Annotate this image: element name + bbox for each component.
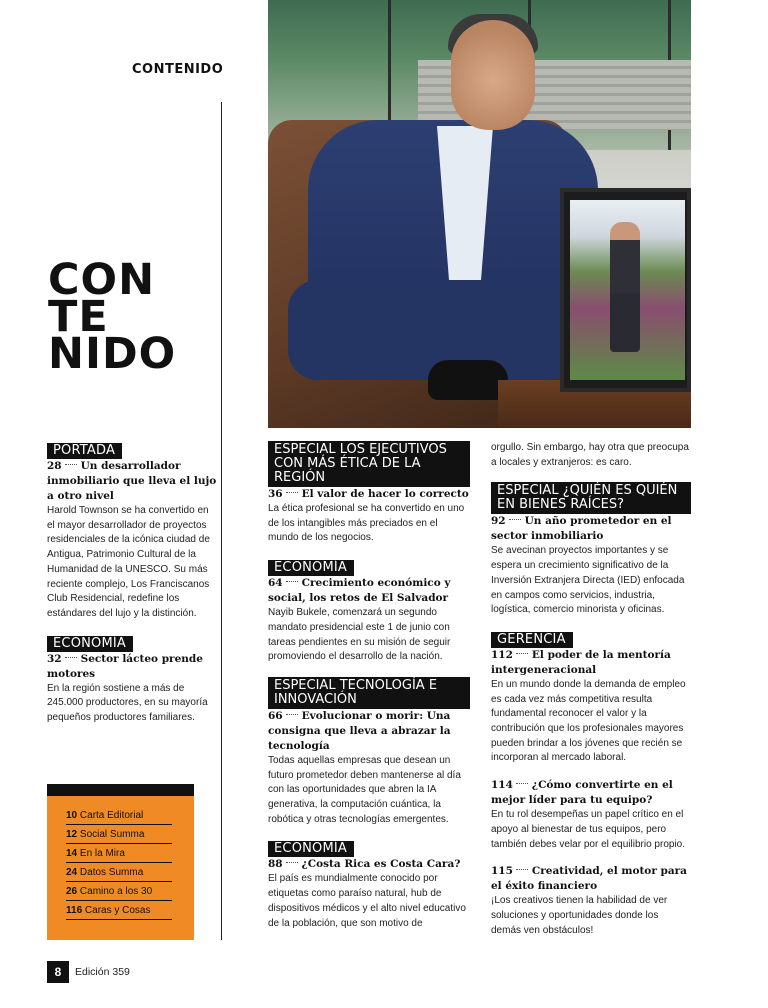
entry-page-number: 32 bbox=[47, 652, 62, 665]
entry-title[interactable] bbox=[491, 514, 691, 544]
entry-title-text: Sector lácteo prende motores bbox=[47, 652, 203, 680]
entry-summary: El país es mundialmente conocido por etiquetas como paraíso natural, hub de dispositivos médicos y el alto nivel educativo de la población, que son motivo de bbox=[268, 873, 466, 929]
entry-title-text: Un año prometedor en el sector inmobiliario bbox=[491, 515, 672, 543]
entry-summary: ¡Los creativos tienen la habilidad de ver soluciones y oportunidades donde los demás ven obstáculos! bbox=[491, 895, 668, 936]
leader-dots bbox=[516, 653, 528, 654]
category-label: PORTADA bbox=[47, 443, 122, 459]
framed-portrait bbox=[560, 188, 691, 392]
man-shoe bbox=[428, 360, 508, 400]
entry-title[interactable] bbox=[47, 652, 217, 682]
entry-page-number: 115 bbox=[491, 865, 513, 878]
index-page-number: 12 bbox=[66, 829, 78, 840]
entry-summary: Todas aquellas empresas que desean un futuro prometedor deben mantenerse al día con las oportunidades que abren la IA generativa, la computación cuántica, la robótica y otras tecnologías emergentes. bbox=[268, 754, 461, 825]
entry-summary: Nayib Bukele, comenzará un segundo mandato presidencial este 1 de junio con tareas pendientes en su misión de seguir promoviendo el desarrollo de la nación. bbox=[268, 607, 451, 663]
index-page-number: 10 bbox=[66, 810, 78, 821]
category-label: ECONOMÍA bbox=[268, 560, 354, 576]
entry-summary: En un mundo donde la demanda de empleo es cada vez más competitiva resulta fundamental reconocer el valor y la contribución que los profesionales mayores pueden brindar a los jóvenes que recién se incorporan al mercado laboral. bbox=[491, 678, 686, 764]
leader-dots bbox=[286, 714, 298, 715]
edition-label: Edición 359 bbox=[75, 966, 130, 978]
leader-dots bbox=[286, 581, 298, 582]
cover-photo bbox=[268, 0, 691, 428]
leader-dots bbox=[65, 657, 77, 658]
category-label: ESPECIAL TECNOLOGÍA E INNOVACIÓN bbox=[268, 677, 470, 709]
entry-title-text: El valor de hacer lo correcto bbox=[301, 488, 469, 500]
entry-page-number: 64 bbox=[268, 577, 283, 590]
entry-title-text: Un desarrollador inmobiliario que lleva el lujo a otro nivel bbox=[47, 460, 217, 502]
entry-summary: En la región sostiene a más de 245.000 productores, en su mayoría pequeños productores familiares. bbox=[47, 682, 208, 724]
entry-title[interactable] bbox=[491, 778, 691, 808]
entry-page-number: 112 bbox=[491, 648, 513, 661]
category-label: ECONOMÍA bbox=[47, 636, 133, 652]
title-line: CON bbox=[48, 255, 156, 305]
column-3 bbox=[491, 441, 691, 938]
category-label: ESPECIAL LOS EJECUTIVOS CON MÁS ÉTICA DE LA REGIÓN bbox=[268, 441, 470, 487]
index-item[interactable] bbox=[66, 901, 172, 920]
column-divider bbox=[221, 102, 222, 940]
index-label: Camino a los 30 bbox=[79, 886, 153, 897]
entry-title-text: Creatividad, el motor para el éxito financiero bbox=[491, 865, 687, 893]
entry-title-text: Crecimiento económico y social, los retos de El Salvador bbox=[268, 577, 451, 605]
category-label: ESPECIAL ¿QUIÉN ES QUIÉN EN BIENES RAÍCES? bbox=[491, 482, 691, 514]
entry-summary: Se avecinan proyectos importantes y se espera un crecimiento significativo de la Inversión Extranjera Directa (IED) enfocada en campos como servicios, industria, logística, comercio minorista y oficinas. bbox=[491, 545, 685, 616]
entry-summary: Harold Townson se ha convertido en el mayor desarrollador de proyectos residenciales de la icónica ciudad de Antigua, Patrimonio Cultural de la Humanidad de la UNESCO. Su más reciente complejo, Los Franciscanos Club Residencial, redefine los estándares del lujo y la distinción. bbox=[47, 505, 210, 619]
entry-summary-continued: orgullo. Sin embargo, hay otra que preocupa a locales y extranjeros: es caro. bbox=[491, 442, 689, 468]
column-1 bbox=[47, 441, 217, 726]
entry-title[interactable] bbox=[268, 709, 470, 754]
entry-title[interactable] bbox=[268, 857, 470, 872]
entry-title[interactable] bbox=[268, 487, 470, 502]
index-page-number: 14 bbox=[66, 848, 78, 859]
category-label: GERENCIA bbox=[491, 632, 573, 648]
column-2 bbox=[268, 441, 470, 931]
entry-summary: En tu rol desempeñas un papel crítico en el apoyo al bienestar de tus equipos, pero también debes velar por el equilibrio propio. bbox=[491, 809, 686, 850]
entry-title-text: ¿Costa Rica es Costa Cara? bbox=[301, 858, 461, 871]
entry-title-text: ¿Cómo convertirte en el mejor líder para tu equipo? bbox=[491, 779, 673, 807]
portrait-figure bbox=[610, 222, 640, 352]
leader-dots bbox=[65, 464, 77, 465]
entry-title[interactable] bbox=[268, 576, 470, 606]
entry-page-number: 88 bbox=[268, 858, 283, 871]
entry-page-number: 28 bbox=[47, 460, 62, 472]
leader-dots bbox=[516, 869, 528, 870]
title-line: NIDO bbox=[48, 329, 177, 379]
entry-page-number: 66 bbox=[268, 709, 283, 722]
index-item[interactable] bbox=[66, 825, 172, 844]
page-title bbox=[48, 255, 177, 379]
man-face bbox=[451, 20, 535, 130]
index-label: En la Mira bbox=[79, 848, 125, 859]
index-label: Social Summa bbox=[79, 829, 145, 840]
index-item[interactable] bbox=[66, 844, 172, 863]
leader-dots bbox=[516, 783, 528, 784]
index-label: Caras y Cosas bbox=[84, 905, 151, 916]
entry-title-text: Evolucionar o morir: Una consigna que lleva a abrazar la tecnología bbox=[268, 709, 451, 752]
leader-dots bbox=[286, 492, 298, 493]
index-item[interactable] bbox=[66, 806, 172, 825]
index-label: Carta Editorial bbox=[79, 810, 144, 821]
leader-dots bbox=[286, 862, 298, 863]
index-page-number: 26 bbox=[66, 886, 78, 897]
category-label: ECONOMÍA bbox=[268, 841, 354, 857]
index-page-number: 116 bbox=[66, 905, 83, 916]
entry-title[interactable] bbox=[491, 864, 691, 894]
index-page-number: 24 bbox=[66, 867, 78, 878]
sections-index-box bbox=[47, 784, 194, 940]
index-label: Datos Summa bbox=[79, 867, 144, 878]
entry-page-number: 114 bbox=[491, 779, 513, 792]
page-number: 8 bbox=[47, 961, 69, 983]
title-line: TE bbox=[48, 292, 109, 342]
entry-page-number: 36 bbox=[268, 488, 283, 500]
entry-title[interactable] bbox=[491, 648, 691, 678]
index-item[interactable] bbox=[66, 882, 172, 901]
entry-page-number: 92 bbox=[491, 515, 506, 528]
index-item[interactable] bbox=[66, 863, 172, 882]
section-header: CONTENIDO bbox=[132, 62, 224, 77]
leader-dots bbox=[509, 519, 521, 520]
entry-summary: La ética profesional se ha convertido en uno de los intangibles más preciados en el mundo de los negocios. bbox=[268, 503, 465, 544]
entry-title-text: El poder de la mentoría intergeneracional bbox=[491, 648, 671, 676]
entry-title[interactable] bbox=[47, 459, 217, 504]
